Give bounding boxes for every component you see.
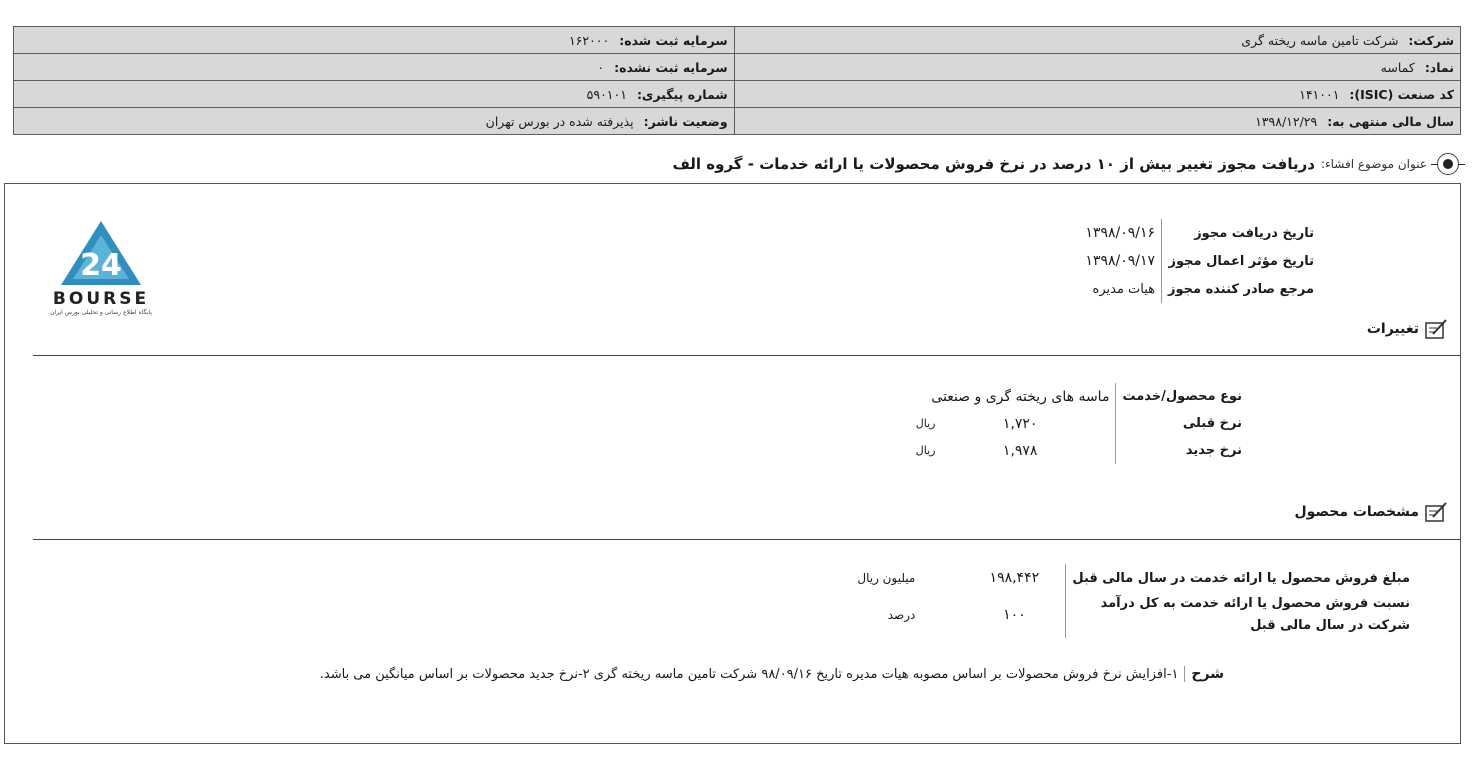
unregistered-capital-label: سرمایه ثبت نشده:: [614, 59, 728, 75]
info-row-2: [14, 54, 1461, 81]
old-rate-value: ۱,۷۲۰: [1002, 415, 1038, 432]
changes-heading: [1367, 318, 1448, 340]
product-type-label: نوع محصول/خدمت: [1116, 383, 1248, 410]
logo-mark-text: 24: [80, 248, 122, 283]
changes-row: [910, 410, 1248, 437]
new-rate-value: ۱,۹۷۸: [1002, 442, 1038, 459]
fiscal-year-cell: [734, 108, 1460, 135]
product-specs-table: [851, 564, 1416, 638]
symbol-cell: [734, 54, 1460, 81]
sales-unit: میلیون ریال: [857, 571, 916, 585]
description-label: شرح: [1184, 666, 1224, 682]
product-specs-heading: [1295, 501, 1448, 523]
info-row-3: [14, 81, 1461, 108]
publisher-status-cell: [14, 108, 735, 135]
symbol-label: نماد:: [1424, 59, 1454, 75]
logo-tagline: پایگاه اطلاع رسانی و تحلیلی بورس ایران: [50, 309, 152, 316]
ratio-label-line2: شرکت در سال مالی قبل: [1250, 618, 1410, 633]
permit-row: [1079, 219, 1320, 247]
fiscal-year-value: ۱۳۹۸/۱۲/۲۹: [1255, 113, 1318, 129]
old-rate-label: نرخ قبلی: [1116, 410, 1248, 437]
tracking-value: ۵۹۰۱۰۱: [586, 86, 627, 102]
logo-mark-icon: [39, 217, 163, 289]
tracking-label: شماره پیگیری:: [636, 86, 728, 102]
changes-row: [910, 383, 1248, 410]
company-cell: [734, 27, 1460, 54]
unregistered-capital-value: ۰: [597, 59, 605, 75]
company-info-table: [13, 26, 1461, 135]
edit-note-icon: [1424, 318, 1448, 340]
permit-row: [1079, 275, 1320, 303]
description-row: [320, 666, 1224, 682]
new-rate-unit: ریال: [915, 444, 936, 457]
permit-table: [1079, 219, 1320, 303]
ratio-value: ۱۰۰: [1003, 607, 1026, 623]
isic-label: کد صنعت (ISIC):: [1349, 86, 1454, 102]
bourse24-logo: [39, 217, 163, 325]
description-value: ۱-افزایش نرخ فروش محصولات بر اساس مصوبه هیات مدیره تاریخ ۹۸/۰۹/۱۶ شرکت تامین ماسه ریخته گری ۲-نرخ جدید محصولات بر اساس میانگین می باشد.: [319, 666, 1179, 682]
registered-capital-cell: [14, 27, 735, 54]
received-date-value: ۱۳۹۸/۰۹/۱۶: [1085, 225, 1156, 241]
edit-note-icon: [1424, 501, 1448, 523]
issuer-value: هیات مدیره: [1092, 281, 1156, 297]
sales-value: ۱۹۸,۴۴۲: [989, 570, 1040, 586]
publisher-status-label: وضعیت ناشر:: [643, 113, 728, 129]
issuer-label: مرجع صادر کننده مجوز: [1162, 275, 1320, 303]
company-label: شرکت:: [1408, 32, 1454, 48]
fiscal-year-label: سال مالی منتهی به:: [1327, 113, 1454, 129]
effective-date-value: ۱۳۹۸/۰۹/۱۷: [1085, 253, 1156, 269]
sales-label: مبلغ فروش محصول یا ارائه خدمت در سال مالی قبل: [1066, 564, 1416, 592]
product-specs-divider: [33, 539, 1460, 540]
disclosure-label: عنوان موضوع افشاء:: [1320, 157, 1427, 171]
specs-row: [851, 564, 1416, 592]
old-rate-unit: ریال: [915, 417, 936, 430]
disclosure-title-row: [672, 151, 1465, 177]
ratio-label-line1: نسبت فروش محصول یا ارائه خدمت به کل درآمد: [1100, 596, 1410, 611]
changes-table: [910, 383, 1248, 464]
registered-capital-label: سرمایه ثبت شده:: [619, 32, 728, 48]
unregistered-capital-cell: [14, 54, 735, 81]
report-panel: [4, 183, 1461, 744]
logo-word: BOURSE: [52, 289, 150, 309]
changes-heading-text: تغییرات: [1366, 321, 1419, 337]
disclosure-title: دریافت مجوز تغییر بیش از ۱۰ درصد در نرخ فروش محصولات یا ارائه خدمات - گروه الف: [672, 155, 1315, 173]
permit-row: [1079, 247, 1320, 275]
isic-value: ۱۴۱۰۰۱: [1299, 86, 1340, 102]
isic-cell: [734, 81, 1460, 108]
publisher-status-value: پذیرفته شده در بورس تهران: [485, 113, 634, 129]
target-bullet-icon: [1431, 151, 1465, 177]
product-specs-heading-text: مشخصات محصول: [1294, 504, 1419, 520]
info-row-1: [14, 27, 1461, 54]
registered-capital-value: ۱۶۲۰۰۰: [568, 32, 610, 48]
tracking-cell: [14, 81, 735, 108]
new-rate-label: نرخ جدید: [1116, 437, 1248, 464]
info-row-4: [14, 108, 1461, 135]
product-type-value: ماسه های ریخته گری و صنعتی: [931, 388, 1110, 405]
specs-row: [851, 592, 1416, 638]
changes-row: [910, 437, 1248, 464]
company-value: شرکت تامین ماسه ریخته گری: [1241, 32, 1399, 48]
received-date-label: تاریخ دریافت مجوز: [1162, 219, 1320, 247]
changes-divider: [33, 355, 1460, 356]
ratio-label: [1066, 592, 1416, 638]
symbol-value: کماسه: [1380, 59, 1415, 75]
effective-date-label: تاریخ مؤثر اعمال مجوز: [1162, 247, 1320, 275]
ratio-unit: درصد: [887, 608, 916, 622]
